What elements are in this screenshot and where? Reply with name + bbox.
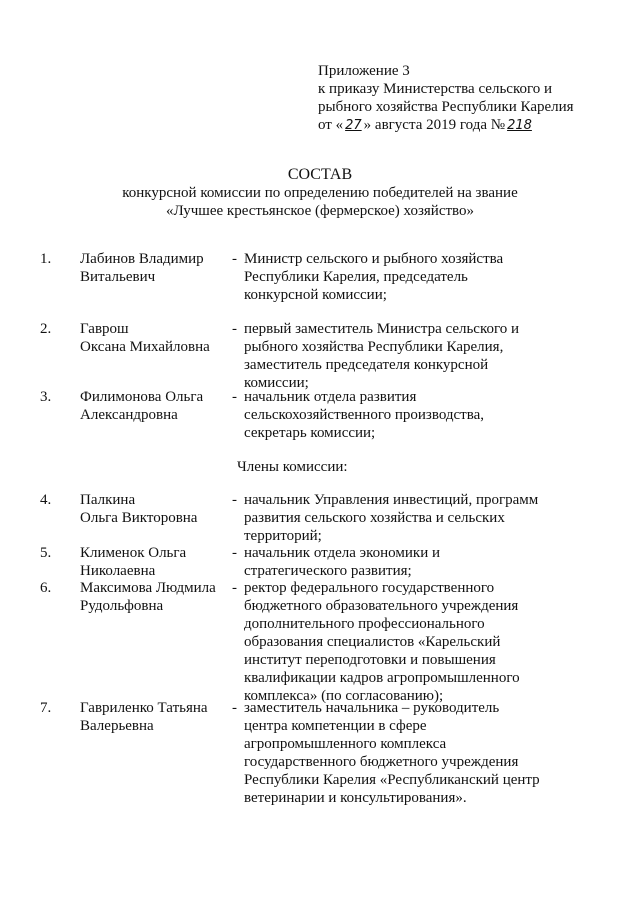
name-line: Филимонова Ольга: [80, 389, 204, 405]
member-name: [80, 491, 230, 527]
name-line: Николаевна: [80, 563, 156, 579]
name-line: Палкина: [80, 492, 136, 508]
name-line: Рудольфовна: [80, 598, 164, 614]
member-position: [244, 544, 548, 580]
entry-number: 6.: [40, 580, 52, 596]
entry-number: 3.: [40, 389, 52, 405]
member-position: [244, 388, 548, 442]
name-line: Александровна: [80, 407, 178, 423]
handwritten-order-number: 218: [507, 118, 532, 133]
name-line: Ольга Викторовна: [80, 510, 198, 526]
subtitle-line: конкурсной комиссии по определению победителей на звание: [122, 185, 518, 201]
position-line: дополнительного профессионального: [244, 616, 485, 632]
document-subtitle: [60, 184, 580, 220]
entry-number: 5.: [40, 545, 52, 561]
entry-dash: -: [232, 580, 237, 596]
date-prefix: от «: [318, 117, 344, 133]
appendix-line: Приложение 3: [318, 63, 410, 79]
member-name: [80, 388, 230, 424]
position-line: начальник отдела экономики и: [244, 545, 440, 561]
entry-dash: -: [232, 251, 237, 267]
position-line: развития сельского хозяйства и сельских: [244, 510, 505, 526]
name-line: Гавриленко Татьяна: [80, 700, 208, 716]
member-name: [80, 320, 230, 356]
name-line: Оксана Михайловна: [80, 339, 210, 355]
position-line: секретарь комиссии;: [244, 425, 376, 441]
name-line: Клименок Ольга: [80, 545, 187, 561]
name-line: Максимова Людмила: [80, 580, 216, 596]
entry-number: 4.: [40, 492, 52, 508]
name-line: Лабинов Владимир: [80, 251, 204, 267]
handwritten-day: 27: [345, 118, 362, 133]
member-name: [80, 250, 230, 286]
position-line: квалификации кадров агропромышленного: [244, 670, 520, 686]
position-line: образования специалистов «Карельский: [244, 634, 501, 650]
position-line: государственного бюджетного учреждения: [244, 754, 519, 770]
members-heading: Члены комиссии:: [237, 459, 348, 475]
position-line: ректор федерального государственного: [244, 580, 495, 596]
member-position: [244, 699, 548, 807]
member-name: [80, 579, 230, 615]
date-middle: » августа 2019 года №: [363, 117, 506, 133]
appendix-line: к приказу Министерства сельского и: [318, 81, 553, 97]
entry-dash: -: [232, 700, 237, 716]
position-line: комиссии;: [244, 375, 309, 391]
entry-dash: -: [232, 492, 237, 508]
entry-number: 7.: [40, 700, 52, 716]
name-line: Витальевич: [80, 269, 156, 285]
member-position: [244, 250, 548, 304]
member-name: [80, 699, 230, 735]
appendix-line: рыбного хозяйства Республики Карелия: [318, 99, 574, 115]
position-line: начальник отдела развития: [244, 389, 417, 405]
position-line: комплекса» (по согласованию);: [244, 688, 444, 704]
position-line: институт переподготовки и повышения: [244, 652, 496, 668]
position-line: начальник Управления инвестиций, программ: [244, 492, 539, 508]
name-line: Валерьевна: [80, 718, 154, 734]
position-line: Республики Карелия «Республиканский центр: [244, 772, 540, 788]
position-line: конкурсной комиссии;: [244, 287, 387, 303]
entry-dash: -: [232, 321, 237, 337]
entry-dash: -: [232, 389, 237, 405]
document-title: СОСТАВ: [287, 166, 353, 183]
position-line: заместитель начальника – руководитель: [244, 700, 500, 716]
appendix-date-line: [318, 116, 618, 135]
member-position: [244, 579, 548, 705]
position-line: Министр сельского и рыбного хозяйства: [244, 251, 504, 267]
position-line: сельскохозяйственного производства,: [244, 407, 485, 423]
position-line: ветеринарии и консультирования».: [244, 790, 467, 806]
position-line: центра компетенции в сфере: [244, 718, 427, 734]
name-line: Гаврош: [80, 321, 129, 337]
entry-dash: -: [232, 545, 237, 561]
subtitle-line: «Лучшее крестьянское (фермерское) хозяйство»: [165, 203, 475, 219]
position-line: территорий;: [244, 528, 322, 544]
position-line: рыбного хозяйства Республики Карелия,: [244, 339, 504, 355]
position-line: стратегического развития;: [244, 563, 412, 579]
member-position: [244, 491, 548, 545]
position-line: бюджетного образовательного учреждения: [244, 598, 519, 614]
entry-number: 1.: [40, 251, 52, 267]
position-line: агропромышленного комплекса: [244, 736, 447, 752]
member-name: [80, 544, 230, 580]
appendix-header: [318, 62, 618, 135]
position-line: заместитель председателя конкурсной: [244, 357, 489, 373]
member-position: [244, 320, 548, 392]
entry-number: 2.: [40, 321, 52, 337]
position-line: первый заместитель Министра сельского и: [244, 321, 520, 337]
position-line: Республики Карелия, председатель: [244, 269, 468, 285]
